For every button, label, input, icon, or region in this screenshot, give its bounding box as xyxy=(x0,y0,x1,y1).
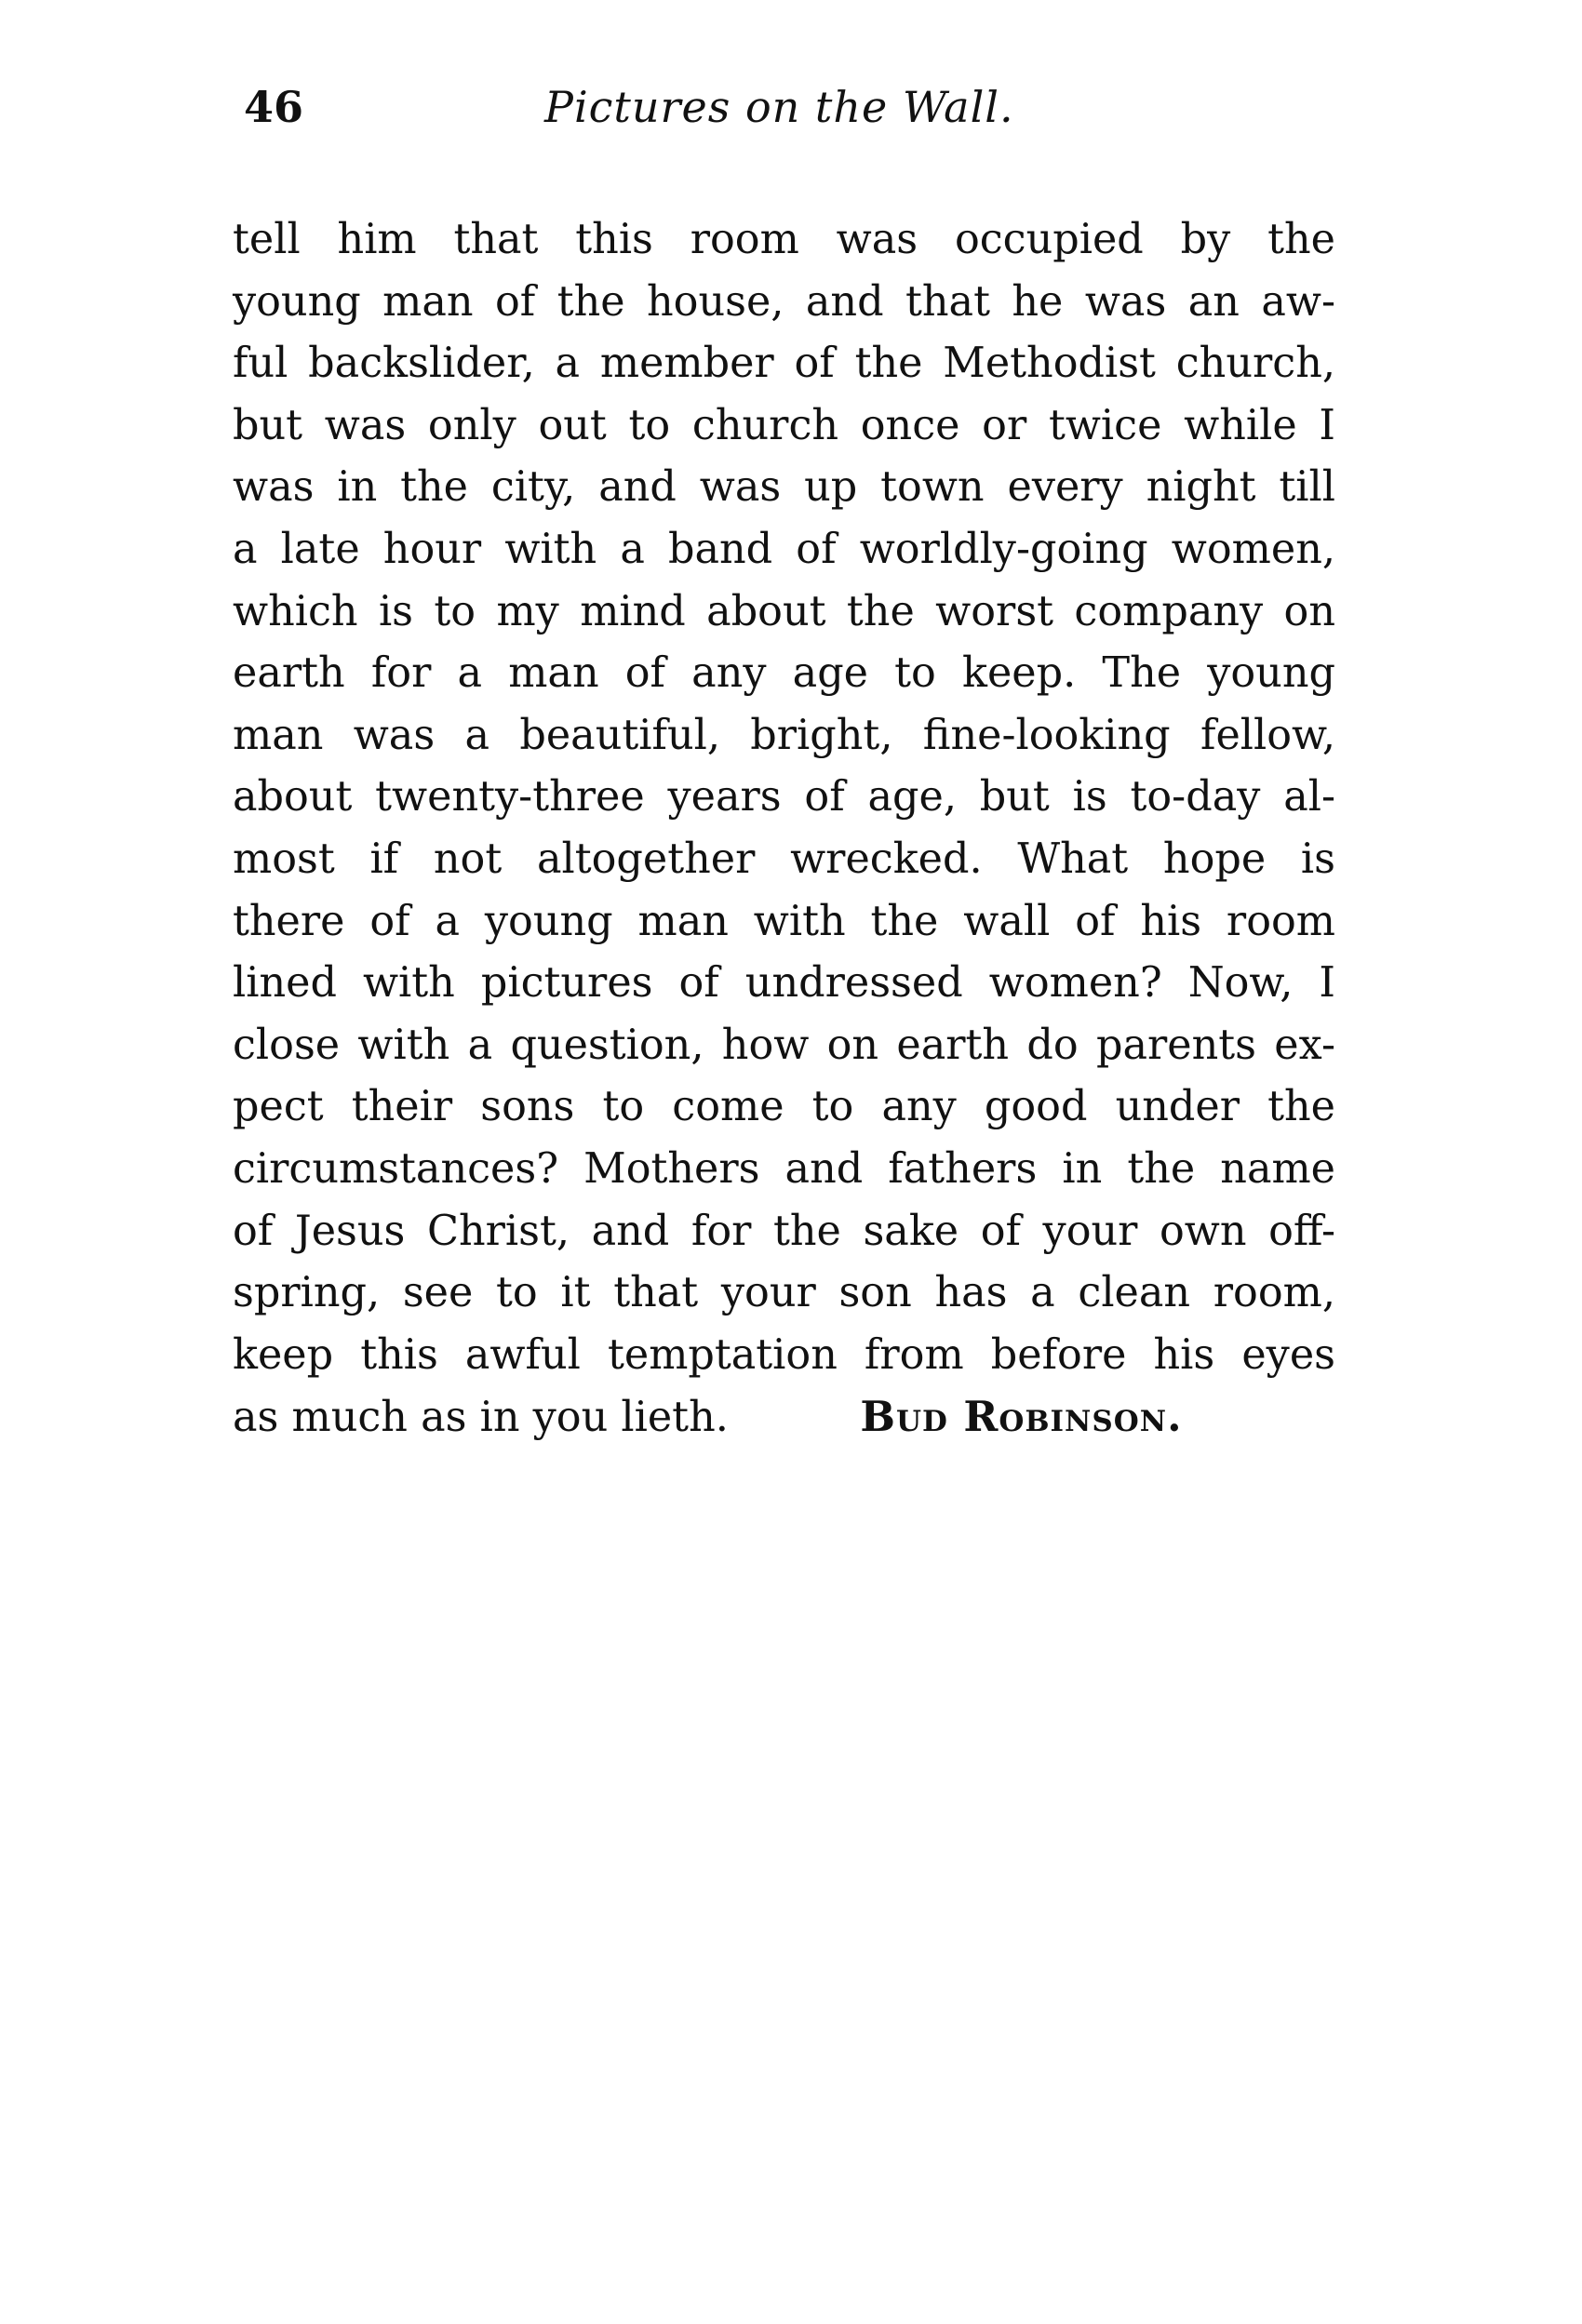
text-line: ful backslider, a member of the Methodist church, xyxy=(233,340,1335,388)
author-signature: Bud Robinson. xyxy=(860,1393,1183,1442)
text-line: circumstances? Mothers and fathers in the name xyxy=(233,1144,1335,1193)
text-line: close with a question, how on earth do parents ex- xyxy=(233,1021,1335,1069)
text-line: tell him that this room was occupied by the xyxy=(233,216,1335,263)
text-line: lined with pictures of undressed women? Now, I xyxy=(233,959,1335,1008)
text-line: which is to my mind about the worst company on xyxy=(233,587,1335,635)
text-line: of Jesus Christ, and for the sake of your own off- xyxy=(233,1207,1335,1255)
text-line: but was only out to church once or twice while I xyxy=(233,401,1335,449)
text-line: about twenty-three years of age, but is to-day al- xyxy=(233,773,1335,821)
text-line: spring, see to it that your son has a clean room, xyxy=(233,1269,1335,1317)
text-line: there of a young man with the wall of his room xyxy=(233,897,1335,945)
text-line: earth for a man of any age to keep. The young xyxy=(233,649,1335,698)
closing-text: as much as in you lieth. xyxy=(233,1394,729,1442)
page-number: 46 xyxy=(244,82,304,132)
text-line: keep this awful temptation from before his eyes xyxy=(233,1330,1335,1379)
closing-line xyxy=(233,1386,1335,1449)
text-line: was in the city, and was up town every night till xyxy=(233,463,1335,512)
text-line: young man of the house, and that he was an aw- xyxy=(233,277,1335,326)
running-title: Pictures on the Wall. xyxy=(544,82,1014,132)
text-line: most if not altogether wrecked. What hope is xyxy=(233,835,1335,883)
text-line: pect their sons to come to any good under the xyxy=(233,1083,1335,1131)
text-line: man was a beautiful, bright, fine-looking fellow, xyxy=(233,711,1335,759)
body-text xyxy=(233,209,1335,1449)
text-line: a late hour with a band of worldly-going women, xyxy=(233,525,1335,573)
